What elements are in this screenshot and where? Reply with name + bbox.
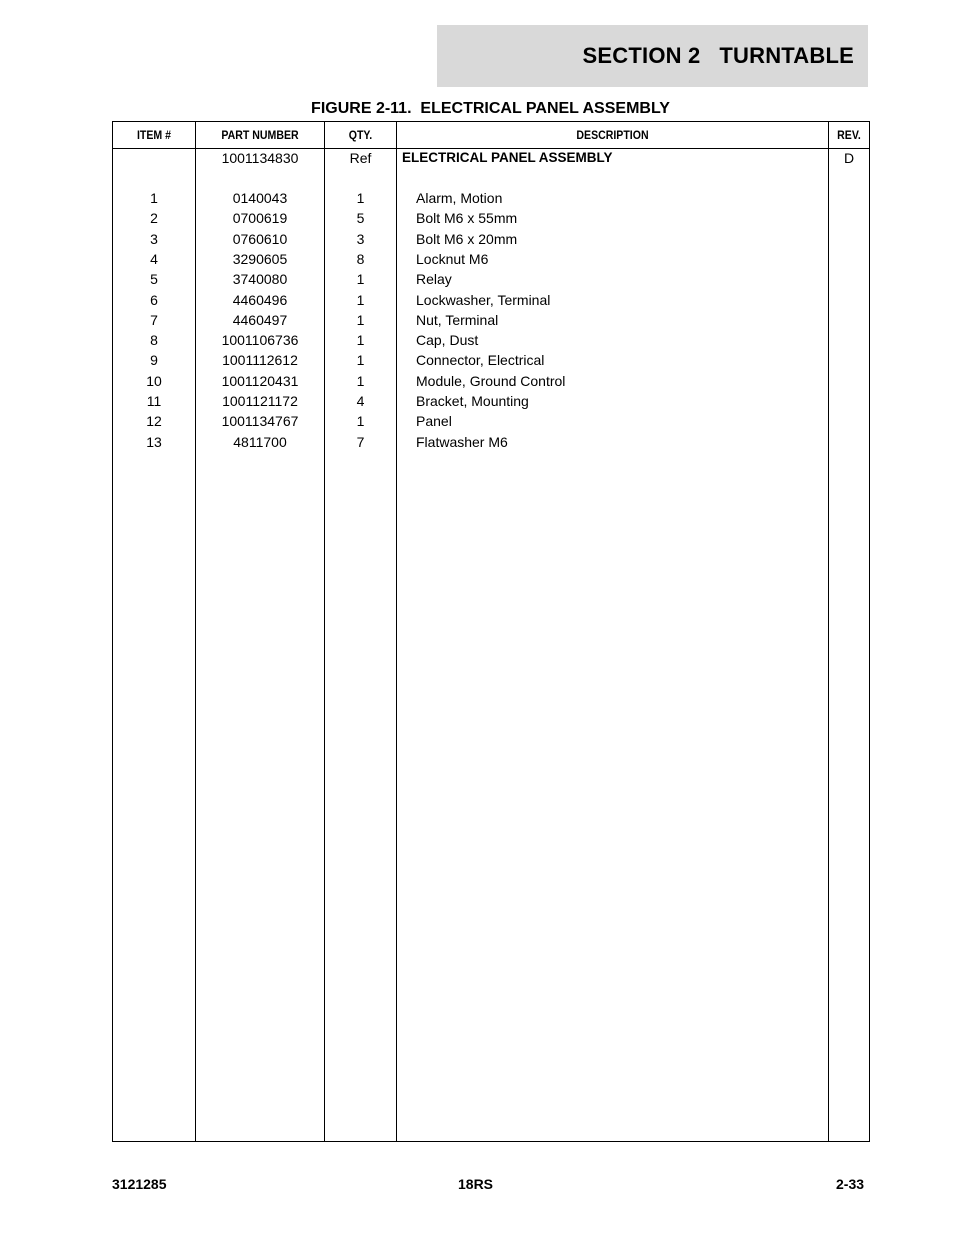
assembly-row: [113, 148, 869, 168]
item-number: 3: [150, 230, 158, 247]
item-number: [113, 148, 195, 168]
item-number: 4: [150, 250, 158, 267]
description: Flatwasher M6: [416, 433, 508, 450]
part-number: 4460496: [232, 291, 288, 308]
part-number: 1001106736: [221, 332, 299, 349]
table-row: [113, 229, 869, 249]
footer-page-number: 2-33: [836, 1176, 865, 1192]
part-number: 1001134767: [221, 413, 299, 430]
quantity: 8: [356, 250, 365, 267]
column-header-part-number: PART NUMBER: [221, 128, 299, 142]
column-header-qty: QTY.: [348, 128, 373, 142]
figure-title: FIGURE 2-11. ELECTRICAL PANEL ASSEMBLY: [311, 100, 670, 117]
item-number: 12: [146, 413, 162, 430]
section-banner: [437, 25, 868, 87]
footer-model: 18RS: [458, 1176, 494, 1192]
column-header-description: DESCRIPTION: [576, 128, 649, 142]
table-row: [113, 310, 869, 330]
table-row: [113, 188, 869, 208]
description: Nut, Terminal: [416, 311, 499, 328]
part-number: 4811700: [233, 433, 287, 450]
description: Panel: [416, 413, 452, 430]
item-number: 9: [150, 352, 158, 369]
part-number: 0700619: [232, 210, 288, 227]
part-number: 0140043: [232, 190, 288, 206]
part-number: 1001134830: [221, 150, 299, 166]
item-number: 13: [146, 433, 162, 450]
quantity: 1: [356, 372, 365, 389]
table-row: [113, 208, 869, 228]
table-row: [113, 249, 869, 269]
part-number: 3740080: [232, 271, 288, 288]
description: ELECTRICAL PANEL ASSEMBLY: [402, 150, 613, 165]
item-number: 10: [146, 372, 162, 389]
quantity: 1: [356, 271, 365, 288]
footer-doc-number: 3121285: [112, 1176, 167, 1192]
section-title: SECTION 2 TURNTABLE: [582, 43, 854, 68]
quantity: Ref: [349, 150, 372, 166]
table-row: [113, 330, 869, 350]
item-number: 2: [150, 210, 158, 227]
part-number: 0760610: [232, 230, 288, 247]
quantity: 1: [356, 413, 365, 430]
description: Connector, Electrical: [416, 352, 545, 369]
part-number: 1001112612: [222, 352, 298, 369]
item-number: 1: [150, 190, 158, 206]
quantity: 1: [356, 190, 365, 206]
description: Lockwasher, Terminal: [416, 291, 551, 308]
table-row: [113, 371, 869, 391]
quantity: 4: [356, 393, 365, 409]
table-row: [113, 269, 869, 289]
quantity: 1: [356, 291, 365, 308]
description: Alarm, Motion: [416, 190, 503, 206]
part-number: 3290605: [232, 250, 288, 267]
description: Bracket, Mounting: [416, 393, 529, 409]
part-number: 4460497: [232, 311, 288, 328]
quantity: 1: [356, 311, 365, 328]
parts-table: [112, 121, 870, 1142]
item-number: 6: [150, 291, 158, 308]
description: Locknut M6: [416, 250, 489, 267]
quantity: 5: [356, 210, 365, 227]
description: Bolt M6 x 20mm: [416, 230, 518, 247]
revision: D: [843, 150, 855, 166]
table-row: [113, 391, 869, 411]
description: Cap, Dust: [416, 332, 479, 349]
table-row: [113, 290, 869, 310]
table-row: [113, 411, 869, 431]
quantity: 1: [356, 332, 365, 349]
quantity: 7: [356, 433, 365, 450]
description: Bolt M6 x 55mm: [416, 210, 518, 227]
quantity: 3: [356, 230, 365, 247]
description: Module, Ground Control: [416, 372, 566, 389]
item-number: 7: [150, 311, 158, 328]
table-row: [113, 350, 869, 370]
quantity: 1: [356, 352, 365, 369]
column-header-item: ITEM #: [136, 128, 172, 142]
column-header-rev: REV.: [837, 128, 861, 142]
item-number: 11: [146, 393, 162, 409]
item-number: 5: [150, 271, 158, 288]
item-number: 8: [150, 332, 158, 349]
part-number: 1001121172: [222, 393, 298, 409]
part-number: 1001120431: [221, 372, 299, 389]
description: Relay: [416, 271, 452, 288]
table-row: [113, 432, 869, 452]
